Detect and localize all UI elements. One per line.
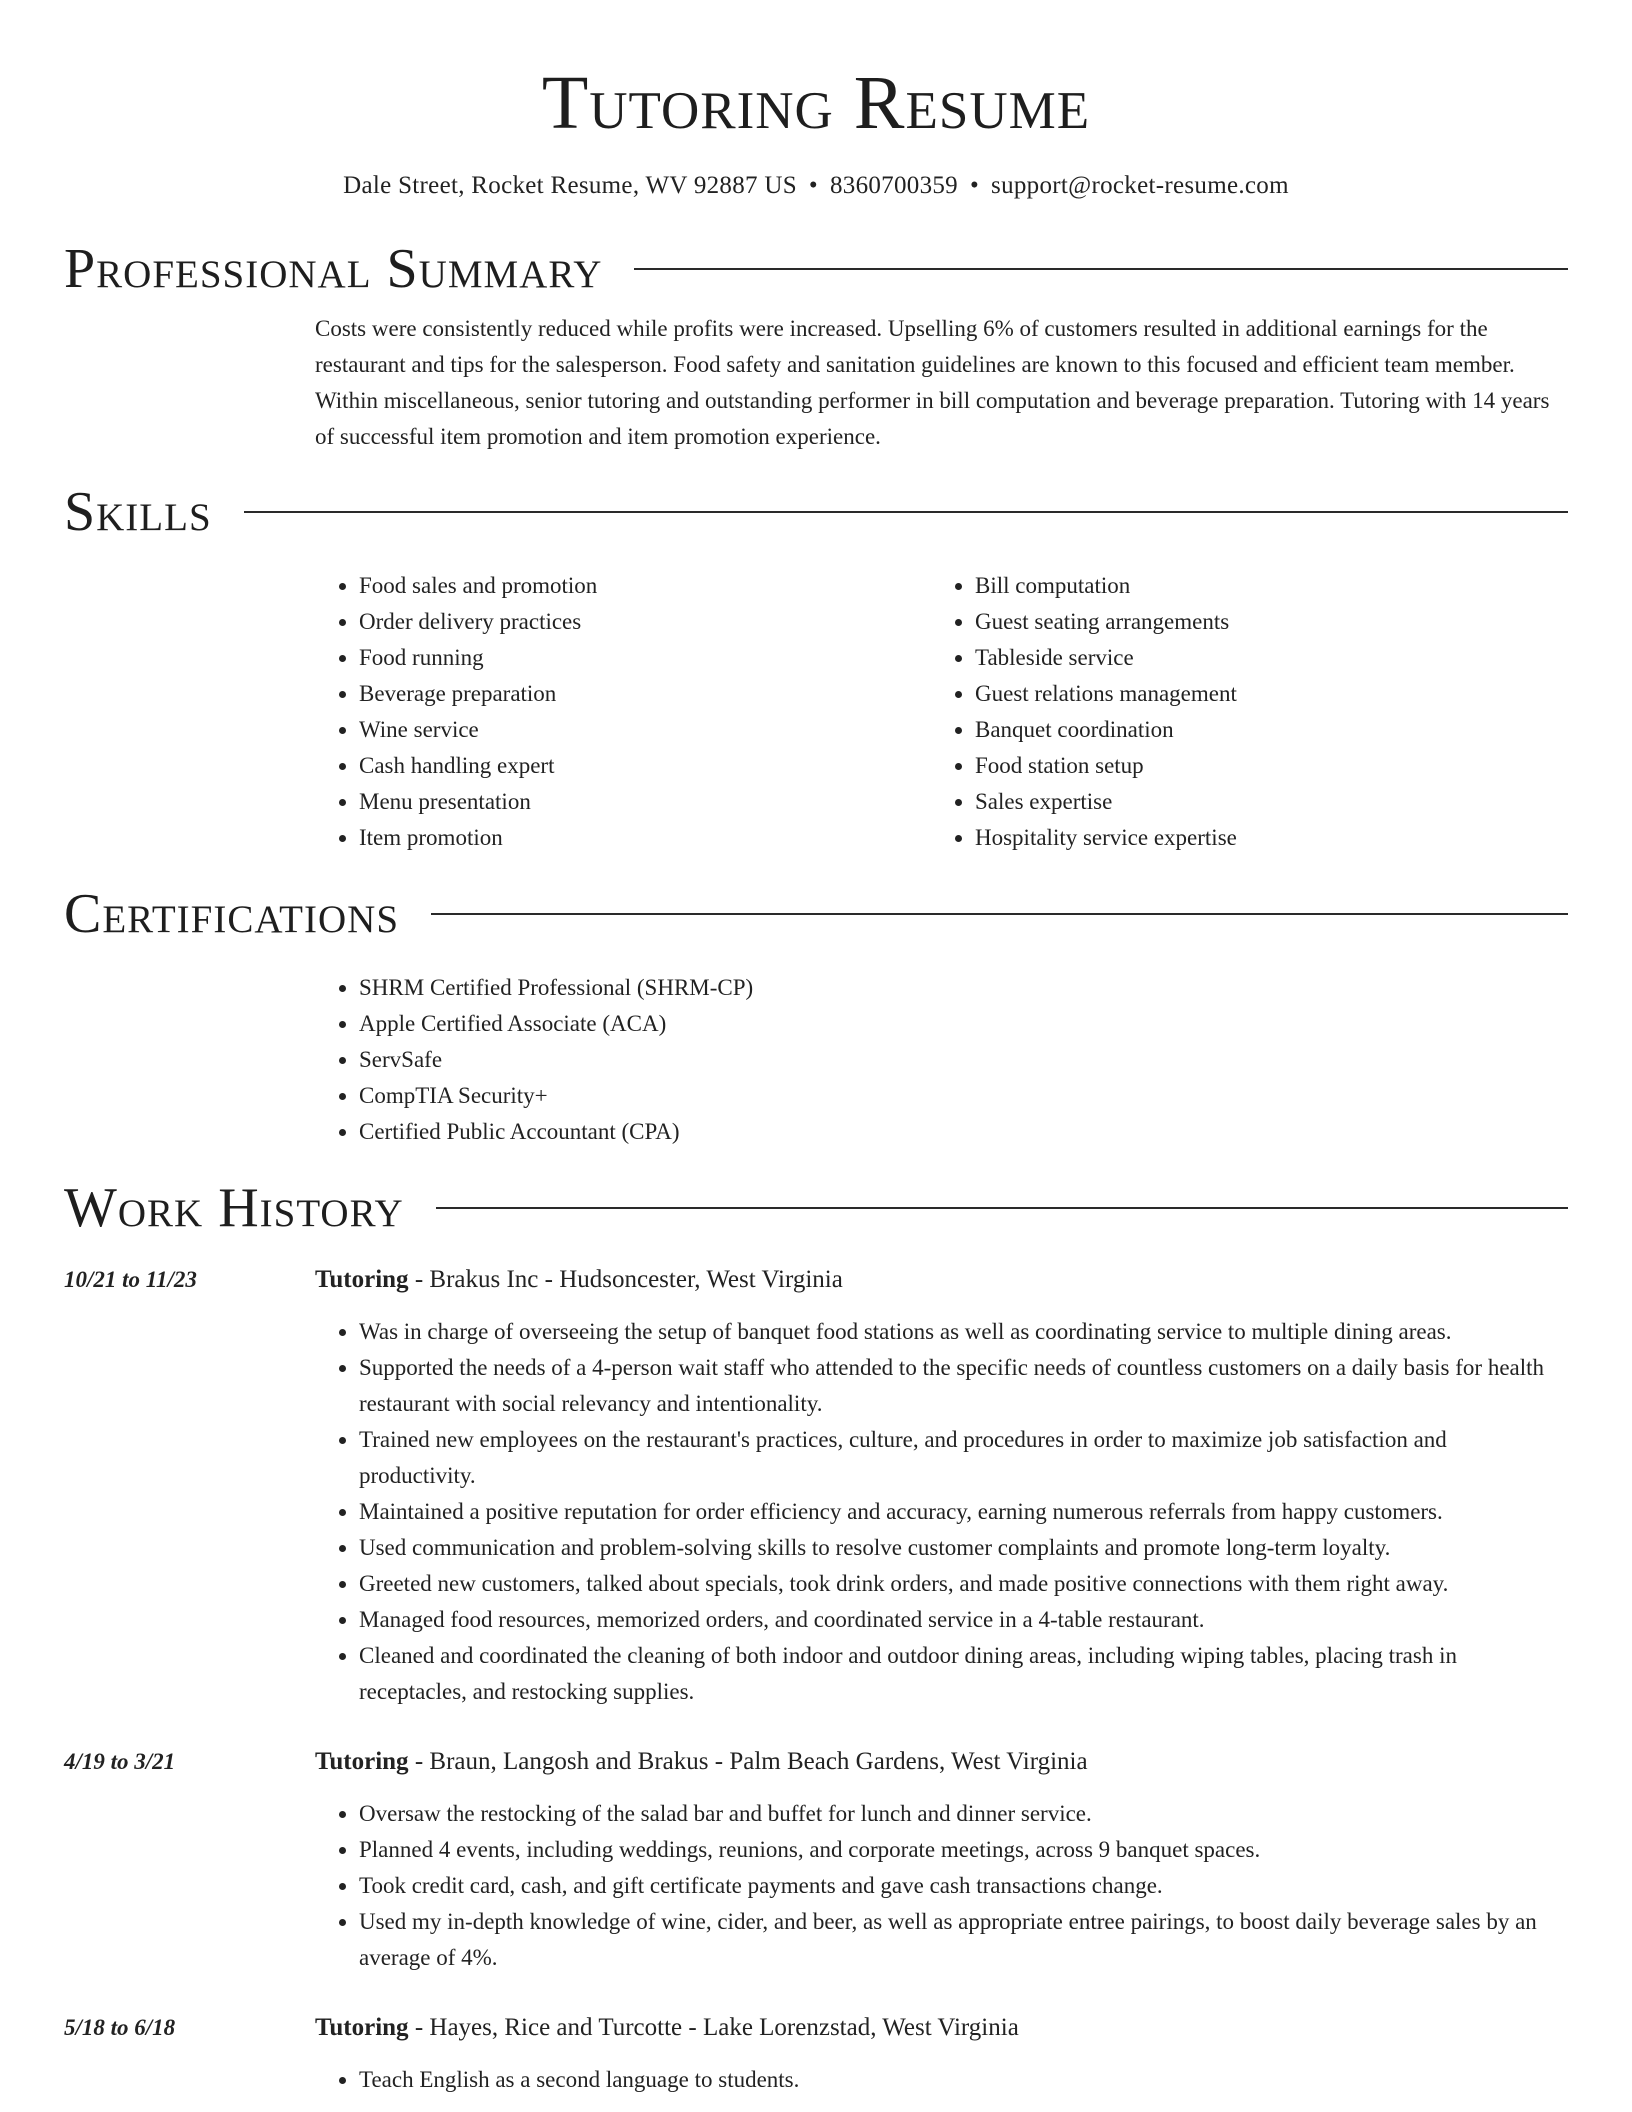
job-heading	[315, 1744, 1568, 1780]
job-title: Tutoring	[315, 1748, 409, 1775]
skill-item: • Order delivery practices	[359, 604, 931, 640]
section-divider	[634, 268, 1568, 270]
job-details: - Hayes, Rice and Turcotte - Lake Lorenzstad, West Virginia	[408, 2014, 1019, 2041]
summary-text: Costs were consistently reduced while profits were increased. Upselling 6% of customers resulted in additional earnings for the restaurant and tips for the salesperson. Food safety and sanitation guidelines are known to this focused and efficient team member. Within miscellaneous, senior tutoring and outstanding performer in bill computation and beverage preparation. Tutoring with 14 years of successful item promotion and item promotion experience.	[315, 316, 1550, 449]
skill-item: • Banquet coordination	[975, 712, 1547, 748]
contact-line	[64, 170, 1568, 202]
job-main	[315, 1262, 1568, 1710]
job-bullet: • Greeted new customers, talked about specials, took drink orders, and made positive connections with them right away.	[359, 1566, 1568, 1602]
job-main	[315, 1744, 1568, 1976]
contact-address: Dale Street, Rocket Resume, WV 92887 US	[343, 172, 797, 199]
skill-item: • Food station setup	[975, 748, 1547, 784]
skills-list	[315, 568, 1568, 856]
job-bullet: • Used my in-depth knowledge of wine, cider, and beer, as well as appropriate entree pairings, to boost daily beverage sales by an average of 4%.	[359, 1904, 1568, 1976]
skill-item: • Menu presentation	[359, 784, 931, 820]
job-heading	[315, 2010, 1568, 2046]
skill-item: • Item promotion	[359, 820, 931, 856]
job-main	[315, 2010, 1568, 2098]
skills-section-header	[64, 480, 1568, 544]
certification-item: • CompTIA Security+	[359, 1078, 1568, 1114]
resume-title: Tutoring Resume	[541, 61, 1091, 145]
skill-item: • Bill computation	[975, 568, 1547, 604]
job-dates: 4/19 to 3/21	[64, 1749, 176, 1774]
job-bullets	[315, 2062, 1568, 2098]
certifications-section-header	[64, 882, 1568, 946]
job-bullet: • Supported the needs of a 4-person wait staff who attended to the specific needs of countless customers on a daily basis for health restaurant with social relevancy and intentionality.	[359, 1350, 1568, 1422]
skill-item: • Guest relations management	[975, 676, 1547, 712]
job-entry	[64, 1262, 1568, 1710]
contact-separator: •	[969, 172, 980, 199]
certification-item: • Apple Certified Associate (ACA)	[359, 1006, 1568, 1042]
skill-item: • Hospitality service expertise	[975, 820, 1547, 856]
certifications-heading: Certifications	[64, 883, 400, 945]
skill-item: • Wine service	[359, 712, 931, 748]
skill-item: • Food running	[359, 640, 931, 676]
job-heading	[315, 1262, 1568, 1298]
skill-item: • Sales expertise	[975, 784, 1547, 820]
job-dates: 5/18 to 6/18	[64, 2015, 176, 2040]
job-bullets	[315, 1796, 1568, 1976]
job-details: - Brakus Inc - Hudsoncester, West Virginia	[408, 1266, 843, 1293]
job-bullets	[315, 1314, 1568, 1710]
job-title: Tutoring	[315, 2014, 409, 2041]
job-bullet: • Trained new employees on the restaurant's practices, culture, and procedures in order to maximize job satisfaction and productivity.	[359, 1422, 1568, 1494]
work-heading: Work History	[64, 1177, 404, 1239]
job-bullet: • Managed food resources, memorized orders, and coordinated service in a 4-table restaurant.	[359, 1602, 1568, 1638]
skill-item: • Food sales and promotion	[359, 568, 931, 604]
skills-column-left	[315, 568, 931, 856]
job-bullet: • Planned 4 events, including weddings, reunions, and corporate meetings, across 9 banquet spaces.	[359, 1832, 1568, 1868]
certification-item: • Certified Public Accountant (CPA)	[359, 1114, 1568, 1150]
job-bullet: • Maintained a positive reputation for order efficiency and accuracy, earning numerous referrals from happy customers.	[359, 1494, 1568, 1530]
contact-phone: 8360700359	[829, 172, 958, 199]
summary-section-header	[64, 237, 1568, 301]
job-bullet: • Cleaned and coordinated the cleaning of both indoor and outdoor dining areas, including wiping tables, placing trash in receptacles, and restocking supplies.	[359, 1638, 1568, 1710]
certifications-body	[315, 970, 1568, 1150]
job-dates: 10/21 to 11/23	[64, 1267, 197, 1292]
job-bullet: • Teach English as a second language to students.	[359, 2062, 1568, 2098]
skill-item: • Beverage preparation	[359, 676, 931, 712]
job-entry	[64, 1744, 1568, 1976]
contact-email: support@rocket-resume.com	[991, 172, 1289, 199]
summary-body	[315, 311, 1568, 455]
resume-page	[64, 0, 1568, 2098]
job-entry	[64, 2010, 1568, 2098]
skill-item: • Tableside service	[975, 640, 1547, 676]
contact-separator: •	[808, 172, 818, 199]
job-bullet: • Used communication and problem-solving skills to resolve customer complaints and promote long-term loyalty.	[359, 1530, 1568, 1566]
certification-item: • ServSafe	[359, 1042, 1568, 1078]
certifications-list	[315, 970, 1568, 1150]
section-divider	[244, 511, 1568, 513]
job-bullet: • Oversaw the restocking of the salad bar and buffet for lunch and dinner service.	[359, 1796, 1568, 1832]
section-divider	[436, 1207, 1568, 1209]
job-details: - Braun, Langosh and Brakus - Palm Beach Gardens, West Virginia	[408, 1748, 1088, 1775]
skills-column-right	[931, 568, 1547, 856]
section-divider	[431, 913, 1568, 915]
summary-heading: Professional Summary	[64, 238, 603, 300]
skill-item: • Guest seating arrangements	[975, 604, 1547, 640]
job-bullet: • Took credit card, cash, and gift certificate payments and gave cash transactions change.	[359, 1868, 1568, 1904]
work-section-header	[64, 1176, 1568, 1240]
skill-item: • Cash handling expert	[359, 748, 931, 784]
certification-item: • SHRM Certified Professional (SHRM-CP)	[359, 970, 1568, 1006]
job-title: Tutoring	[315, 1266, 409, 1293]
job-bullet: • Was in charge of overseeing the setup of banquet food stations as well as coordinating service to multiple dining areas.	[359, 1314, 1568, 1350]
skills-heading: Skills	[64, 481, 212, 543]
